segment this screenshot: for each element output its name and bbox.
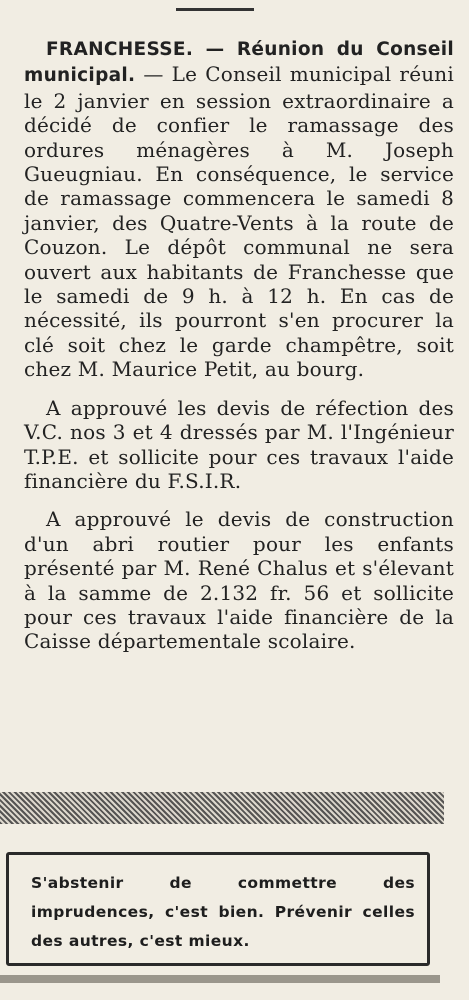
safety-notice-text: S'abstenir de commettre des imprudences, c'est bien. Prévenir celles des autres, c'est mieux. [31, 874, 415, 950]
article-headline: FRANCHESSE. — Réunion du Conseil municipal. [24, 39, 454, 87]
safety-notice-box [6, 852, 430, 966]
article-paragraph-1-text: — Le Conseil municipal réuni le 2 janvier en session extraordinaire a décidé de confier le ramassage des ordures ménagères à M. Joseph Gueugniau. En conséquence, le service de ramassage commencera le samedi 8 janvier, des Quatre-Vents à la route de Couzon. Le dépôt communal ne sera ouvert aux habitants de Franchesse que le samedi de 9 h. à 12 h. En cas de nécessité, ils pourront s'en procurer la clé soit chez le garde champêtre, soit chez M. Maurice Petit, au bourg. [24, 62, 454, 382]
article-paragraph-3: A approuvé le devis de construction d'un abri routier pour les enfants présenté par M. René Chalus et s'élevant à la samme de 2.132 fr. 56 et sollicite pour ces travaux l'aide financière de la Caisse départementale scolaire. [24, 507, 454, 654]
hatched-separator [0, 792, 444, 824]
article-paragraph-1 [24, 36, 454, 382]
top-rule [176, 8, 254, 11]
article-paragraph-2: A approuvé les devis de réfection des V.C. nos 3 et 4 dressés par M. l'Ingénieur T.P.E. et sollicite pour ces travaux l'aide financière du F.S.I.R. [24, 395, 454, 493]
article-body [24, 36, 454, 668]
bottom-rule [0, 975, 440, 983]
